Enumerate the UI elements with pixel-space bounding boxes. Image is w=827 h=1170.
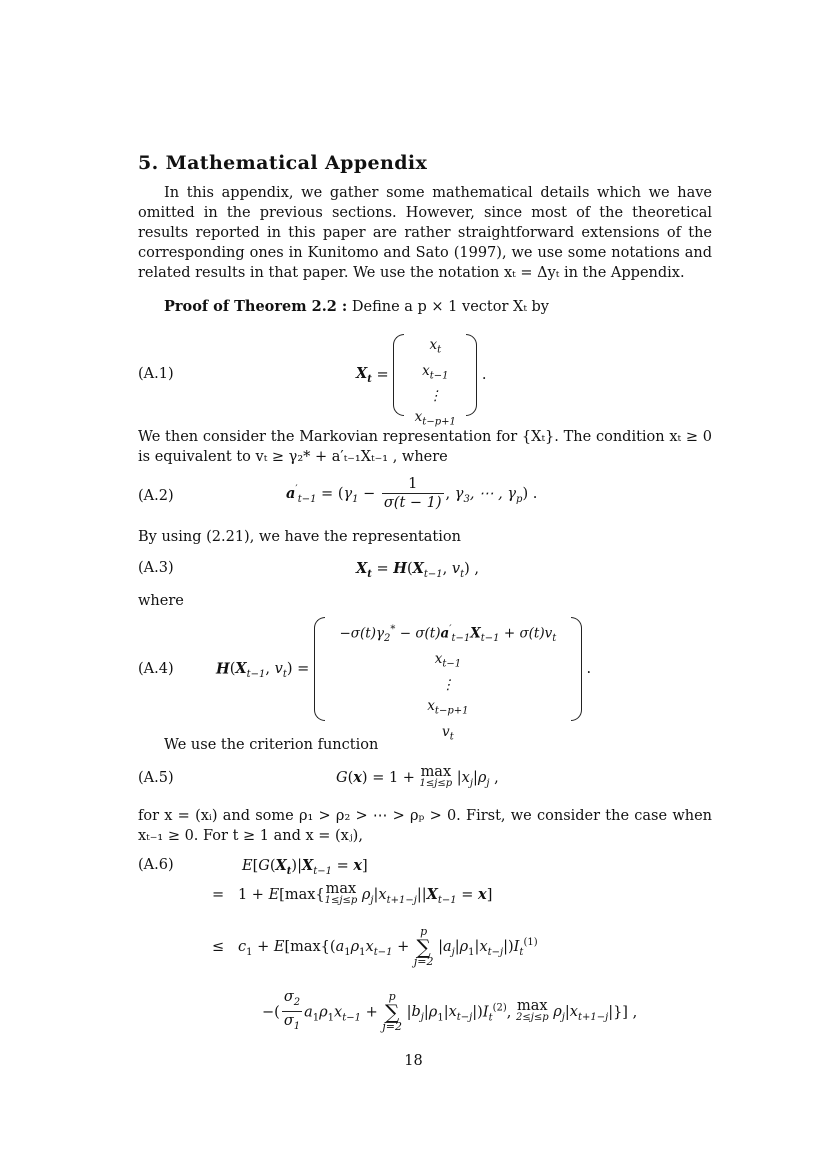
page-number: 18 <box>404 1053 423 1069</box>
equation-label: (A.5) <box>138 770 174 786</box>
equation-a2 <box>138 476 712 516</box>
equation-a1 <box>138 334 712 429</box>
equation-body: $H(X_{t-1}$, $v_t$) = $-\sigma(t)\gamma_2^* - \sigma(t)a'_{t-1}X_{t-1} + \sigma(t)v_t$ $x_{t-1}$ ⋮ $x_{t-p+1}$ $v_t$ . <box>216 617 591 721</box>
using-paragraph: By using (2.21), we have the representation <box>138 529 461 545</box>
equation-body-line-1: $E[G(X_t)|X_{t-1} = x]$ <box>242 857 368 877</box>
equation-body-line-4: −( $\frac{\sigma_2}{\sigma_1}$ $a_1\rho_1x_{t-1} + p$ ∑ j=2 $|b_j|\rho_1|x_{t-j}|)I_t^{(2)}$, max 2≤j≤p $\rho_j|x_{t+1-j}|$}] , <box>262 989 638 1034</box>
equation-a6 <box>138 857 712 1047</box>
for-x-paragraph: for x = (xᵢ) and some ρ₁ > ρ₂ > ⋯ > ρₚ > 0. First, we consider the case when xₜ₋₁ ≥ 0. For t ≥ 1 and x = (xⱼ), <box>138 808 712 844</box>
section-title: 5. Mathematical Appendix <box>138 152 428 174</box>
equation-label: (A.1) <box>138 366 174 382</box>
equation-label: (A.6) <box>138 857 174 873</box>
equation-label: (A.3) <box>138 560 174 576</box>
markov-paragraph: We then consider the Markovian representation for {Xₜ}. The condition xₜ ≥ 0 is equivalent to vₜ ≥ γ₂* + a′ₜ₋₁Xₜ₋₁ , where <box>138 429 712 465</box>
equation-label: (A.2) <box>138 488 174 504</box>
criterion-paragraph: We use the criterion function <box>164 737 379 753</box>
equation-body-line-3: ≤ $c_1 + E[\max\{(a_1\rho_1x_{t-1} + p$ ∑ j=2 $|a_j|\rho_1|x_{t-j}|)I_t^{(1)}$ <box>212 925 538 968</box>
equation-body-line-2: = 1 + E[max{max 1≤j≤p $\rho_j|x_{t+1-j}||X_{t-1} = x$] <box>212 881 493 906</box>
equation-body: $X_t$ = $x_t$ $x_{t-1}$ ⋮ $x_{t-p+1}$ . <box>356 334 486 416</box>
proof-lead-line <box>138 297 712 317</box>
equation-a4 <box>138 617 712 743</box>
where-paragraph: where <box>138 593 184 609</box>
intro-paragraph: In this appendix, we gather some mathematical details which we have omitted in the previous sections. However, since most of the theoretical results reported in this paper are rather straightforward extensions of the corresponding ones in Kunitomo and Sato (1997), we use some notations and related results in that paper. We use the notation xₜ = Δyₜ in the Appendix. <box>138 185 712 281</box>
equation-body: G(x) = 1 + max 1≤j≤p $|x_j|\rho_j$ , <box>336 764 499 789</box>
proof-lead: Define a p × 1 vector Xₜ by <box>351 299 549 315</box>
equation-label: (A.4) <box>138 661 174 677</box>
equation-body: $a'_{t-1} = (\gamma_1$ − $\frac{1}{\sigma(t - 1)}$ , $\gamma_3$, ⋯ , $\gamma_p$) . <box>286 476 538 511</box>
equation-body: $X_t = H(X_{t-1}$, $v_t$) , <box>356 560 480 580</box>
equation-a3 <box>138 560 712 584</box>
proof-heading: Proof of Theorem 2.2 : <box>164 298 348 315</box>
equation-a5 <box>138 766 712 798</box>
